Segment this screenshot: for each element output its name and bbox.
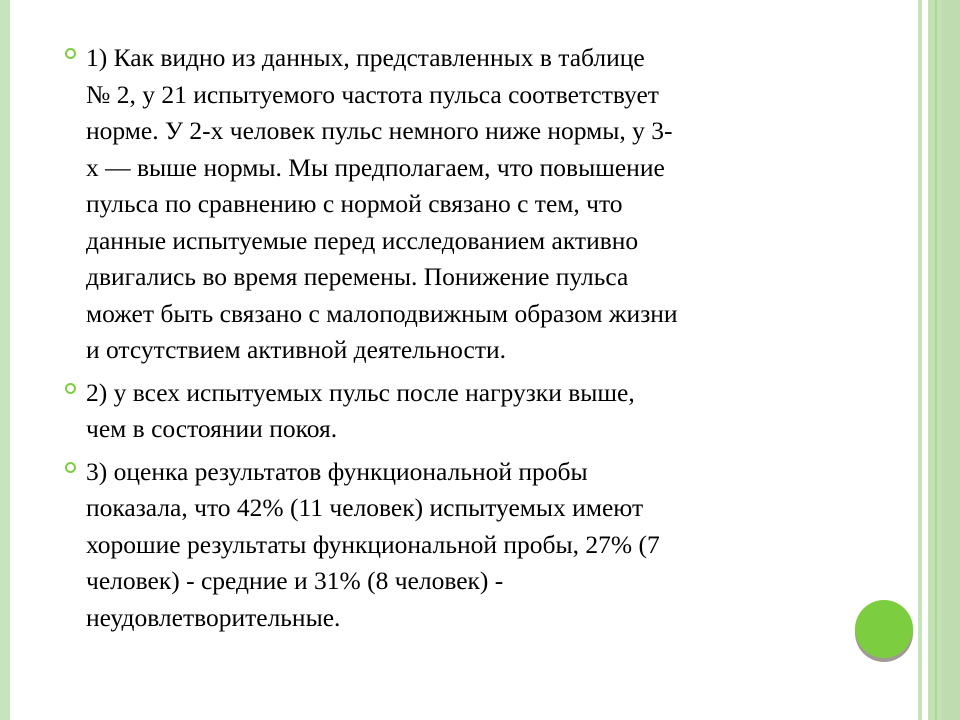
right-border-stripe (918, 0, 922, 720)
text-line: норме. У 2-х человек пульс немного ниже нормы, у 3- (86, 116, 673, 145)
circle-bullet-icon (65, 383, 76, 394)
text-line: человек) - средние и 31% (8 человек) - (86, 566, 504, 595)
text-line: и отсутствием активной деятельности. (86, 335, 507, 364)
text-line: двигались во время перемены. Понижение пульса (86, 262, 629, 291)
left-border-decoration (0, 0, 10, 720)
text-line: данные испытуемые перед исследованием активно (86, 225, 639, 255)
right-border-line (935, 0, 937, 720)
bullet-item (65, 40, 845, 369)
circle-bullet-icon (65, 48, 76, 59)
text-line: может быть связано с малоподвижным образом жизни (86, 298, 678, 328)
text-line: показала, что 42% (11 человек) испытуемых имеют (86, 493, 644, 522)
text-line: х — выше нормы. Мы предполагаем, что повышение (86, 152, 665, 182)
text-line: чем в состоянии покоя. (86, 414, 338, 443)
bullet-item (65, 375, 845, 448)
text-line: № 2, у 21 испытуемого частота пульса соответствует (86, 79, 659, 109)
bullet-item (65, 454, 845, 637)
text-line: 1) Как видно из данных, представленных в таблице (86, 43, 645, 72)
text-line: 2) у всех испытуемых пульс после нагрузки выше, (86, 377, 635, 407)
text-line: пульса по сравнению с нормой связано с тем, что (86, 189, 623, 218)
text-line: хорошие результаты функциональной пробы, 27% (7 (86, 529, 660, 559)
circle-bullet-icon (65, 462, 76, 473)
slide-body (65, 40, 845, 642)
right-border-band-outer (942, 0, 960, 720)
text-line: неудовлетворительные. (86, 602, 341, 632)
text-line: 3) оценка результатов функциональной пробы (86, 456, 588, 486)
green-circle-decoration (855, 600, 913, 658)
